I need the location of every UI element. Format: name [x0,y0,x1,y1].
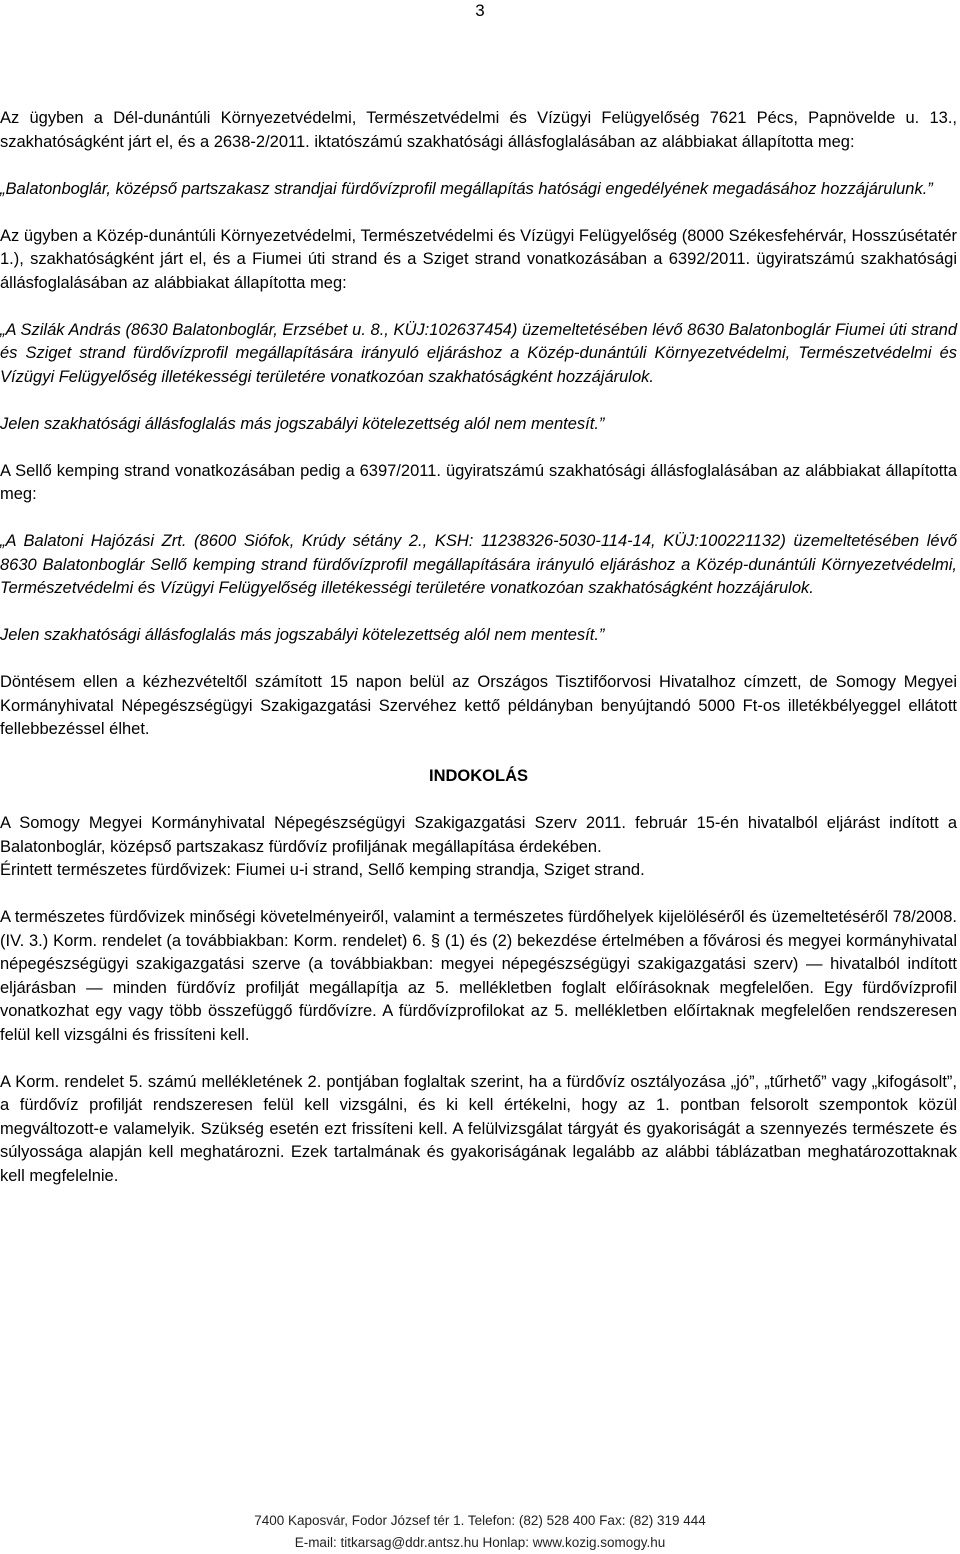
quote-del-dunantuli-decision: „Balatonboglár, középső partszakasz strandjai fürdővízprofil megállapítás hatósági engedélyének megadásához hozzájárulunk.” [0,179,933,198]
section-heading-indokolas: INDOKOLÁS [429,767,528,785]
paragraph-affected-waters: Érintett természetes fürdővizek: Fiumei u-i strand, Sellő kemping strandja, Sziget strand. [0,861,645,879]
paragraph-kozep-dunantuli-authority: Az ügyben a Közép-dunántúli Környezetvédelmi, Természetvédelmi és Vízügyi Felügyelőség (8000 Székesfehérvár, Hosszúsétatér 1.), szakhatóságként járt el, és a Fiumei úti strand és a Sziget strand vonatkozásában a 6392/2011. ügyiratszámú szakhatósági állásfoglalásában az alábbiakat állapította meg: [0,226,957,292]
footer-address: 7400 Kaposvár, Fodor József tér 1. Telefon: (82) 528 400 Fax: (82) 319 444 [254,1513,706,1528]
page-footer [0,1510,960,1554]
paragraph-procedure-start: A Somogy Megyei Kormányhivatal Népegészségügyi Szakigazgatási Szerv 2011. február 15-én hivatalból eljárást indított a Balatonboglár, középső partszakasz fürdővíz profiljának megállapítása érdekében. [0,814,957,856]
paragraph-del-dunantuli-authority: Az ügyben a Dél-dunántúli Környezetvédelmi, Természetvédelmi és Vízügyi Felügyelőség 7621 Pécs, Papnövelde u. 13., szakhatóságként járt el, és a 2638-2/2011. iktatószámú szakhatósági állásfoglalásában az alábbiakat állapította meg: [0,109,957,151]
paragraph-sello-kemping: A Sellő kemping strand vonatkozásában pedig a 6397/2011. ügyiratszámú szakhatósági állásfoglalásában az alábbiakat állapította meg: [0,461,957,503]
document-body [0,107,957,1212]
page-number: 3 [475,1,485,20]
paragraph-regulation: A természetes fürdővizek minőségi követelményeiről, valamint a természetes fürdőhelyek kijelöléséről és üzemeltetéséről 78/2008. (IV. 3.) Korm. rendelet (a továbbiakban: Korm. rendelet) 6. § (1) és (2) bekezdése értelmében a fővárosi és megyei kormányhivatal népegészségügyi szakigazgatási szerve (a továbbiakban: megyei népegészségügyi szakigazgatási szerv) — hivatalból indított eljárásban — minden fürdővíz profilját megállapítja az 5. mellékletben foglalt előírásoknak megfelelően. Egy fürdővízprofil vonatkozhat egy vagy több összefüggő fürdővízre. A fürdővízprofilokat az 5. mellékletben előírtaknak megfelelően rendszeresen felül kell vizsgálni és frissíteni kell. [0,908,957,1044]
footer-contact: E-mail: titkarsag@ddr.antsz.hu Honlap: www.kozig.somogy.hu [294,1535,666,1550]
quote-no-exemption-2: Jelen szakhatósági állásfoglalás más jogszabályi kötelezettség alól nem mentesít.” [0,626,605,644]
quote-balatoni-hajozasi-decision: „A Balatoni Hajózási Zrt. (8600 Siófok, Krúdy sétány 2., KSH: 11238326-5030-114-14, KÜJ:100221132) üzemeltetésében lévő 8630 Balatonboglár Sellő kemping strand fürdővízprofil megállapítására irányuló eljáráshoz a Közép-dunántúli Környezetvédelmi, Természetvédelmi és Vízügyi Felügyelőség illetékességi területére vonatkozóan szakhatóságként hozzájárulok. [0,532,957,597]
quote-szilak-decision: „A Szilák András (8630 Balatonboglár, Erzsébet u. 8., KÜJ:102637454) üzemeltetésében lévő 8630 Balatonboglár Fiumei úti strand és Sziget strand fürdővízprofil megállapítására irányuló eljáráshoz a Közép-dunántúli Környezetvédelmi, Természetvédelmi és Vízügyi Felügyelőség illetékességi területére vonatkozóan szakhatóságként hozzájárulok. [0,320,957,386]
paragraph-annex-review: A Korm. rendelet 5. számú mellékletének 2. pontjában foglaltak szerint, ha a fürdővíz osztályozása „jó”, „tűrhető” vagy „kifogásolt”, a fürdővíz profilját rendszeresen felül kell vizsgálni, és ki kell értékelni, hogy az 1. pontban felsorolt szempontok közül megváltozott-e valamelyik. Szükség esetén ezt frissíteni kell. A felülvizsgálat tárgyát és gyakoriságát a szennyezés természete és súlyossága alapján kell meghatározni. Ezek tartalmának és gyakoriságának legalább az alábbi táblázatban meghatározottaknak kell megfelelnie. [0,1072,957,1185]
quote-no-exemption-1: Jelen szakhatósági állásfoglalás más jogszabályi kötelezettség alól nem mentesít.” [0,414,605,433]
paragraph-appeal: Döntésem ellen a kézhezvételtől számított 15 napon belül az Országos Tisztifőorvosi Hivatalhoz címzett, de Somogy Megyei Kormányhivatal Népegészségügyi Szakigazgatási Szervéhez kettő példányban benyújtandó 5000 Ft-os illetékbélyeggel ellátott fellebbezéssel élhet. [0,673,957,738]
